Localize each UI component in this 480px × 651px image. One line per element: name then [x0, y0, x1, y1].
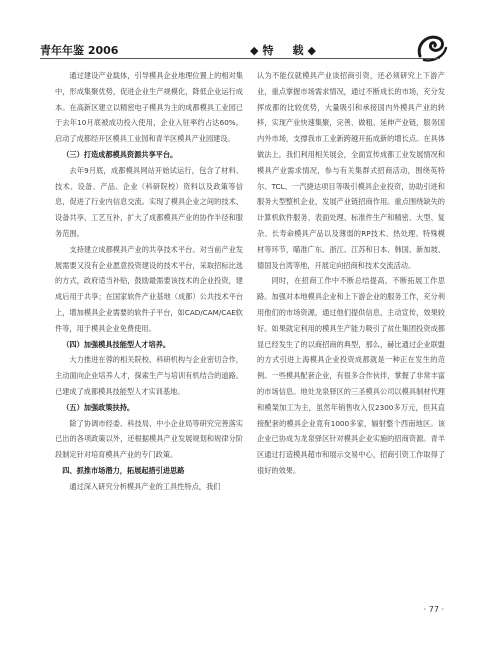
- section-heading: （四）加强模具技能型人才培养。: [62, 339, 171, 349]
- body-paragraph: 支持建立成都模具产业的共享技术平台。对当前产业发展需要又没有企业愿意投资建设的技术平台，采取招标比选的方式，政府适当补贴，鼓励最需要该技术的企业投资，建成后用于共享；在国家软件产业基地（成都）公共技术平台上，增加模具企业需要的软件子平台，如CAD/CAM/CAE软件等，用于模具企业免费使用。: [55, 244, 243, 333]
- section-heading: （五）加强政策扶持。: [62, 402, 135, 412]
- body-paragraph: 大力推进在蓉的相关院校、科研机构与企业密切合作，主动面向企业培养人才，探索生产与培训有机结合的道路。已建成了成都模具技能型人才实训基地。: [55, 355, 243, 396]
- body-paragraph: 通过建设产业载体，引导模具企业地理位置上的相对集中，形成集聚优势，促进企业生产规模化，降低企业运行成本。在高新区建立以精密电子模具为主的成都模具工业园已于去年10月底被成功投入使用，企业入驻率约占达60%。启动了成都经开区模具工业园和青羊区模具产业园建设。: [55, 71, 243, 144]
- yearbook-title: 青年年鉴 2006: [40, 44, 119, 57]
- body-paragraph: 认为不能仅就模具产业谈招商引资，还必须研究上下游产业，重点掌握市场需求情况，通过不断成长的市场，充分发挥成都的比较优势，大量吸引和承接国内外模具产业的转移，实现产业快速集聚，完善、做粗、延伸产业链，服务国内外市场，支撑我市工业新跨越开拓成新的增长点。在具体做法上，我们利用相关展会，全面宣传成都工业发展情况和模具产业需求情况，参与有关集群式招商活动，围绕英特尔、TCL、一汽捷达项目等吸引模具企业投资，协助引进和服务大型整机企业，发展产业链招商作用。重点围绕缺失的计算机软件服务、表面处理、标准件生产和精密、大型、复杂、长寿命模具产品以及薄弱的RP技术、热处理、特殊模材等环节，瞄准广东、浙江、江苏和日本、韩国、新加坡、德国及台湾等地，开展定向招商和技术交流活动。: [257, 71, 445, 270]
- section-label: ◆特 载◆: [250, 44, 320, 57]
- body-paragraph: 通过深入研究分析模具产业的工具性特点，我们: [69, 481, 221, 491]
- left-column: [55, 68, 243, 495]
- body-paragraph: 同时，在招商工作中不断总结提高，不断拓展工作思路。加强对本地模具企业和上下游企业的服务工作，充分利用他们的市场资源，通过他们提供信息，主动宣传，效果较好。如果就定利用的模具生产能力吸引了贫仕集团投资成都显已经发生了的以商招商的典型，那么，赫比通过企业联盟的方式引进上海模具企业投资成都就是一种正在发生的范例。一些模具配套企业，有很多合作伙伴，掌握了非常丰富的市场信息。地处龙泉驿区的三圣模具公司以模具制材代理和模架加工为主，虽然年销售收入仅2300多万元，但其直接配套的模具企业竟有1000多家，辐射整个西南地区。该企业已协成为龙泉驿区针对模具企业实施的招商资源。青羊区通过打造模具超市和展示交易中心，招商引资工作取得了很好的效果。: [257, 276, 445, 475]
- body-paragraph: 去年9月底，成都模具网站开始试运行，包含了材料、技术、设备、产品、企业（科研院校）资料以及政策等信息，促进了行业内信息交流。实现了模具企业之间的技术、设备共享、工艺互补，扩大了成都模具产业的协作半径和服务范围。: [55, 165, 243, 238]
- header-rule: [40, 58, 440, 59]
- body-paragraph: 除了协调市经委、科技局、中小企业局等研究完善落实已出的各项政策以外，还根据模具产业发展规划和规律分阶段制定针对培育模具产业的专门政策。: [55, 418, 243, 460]
- page-number: · 77 ·: [423, 605, 444, 614]
- section-heading: 四、抓推市场潜力，拓展起措引进思路: [62, 465, 185, 475]
- right-column: [257, 68, 445, 479]
- section-heading: （三）打造成都模具资源共享平台。: [62, 149, 178, 159]
